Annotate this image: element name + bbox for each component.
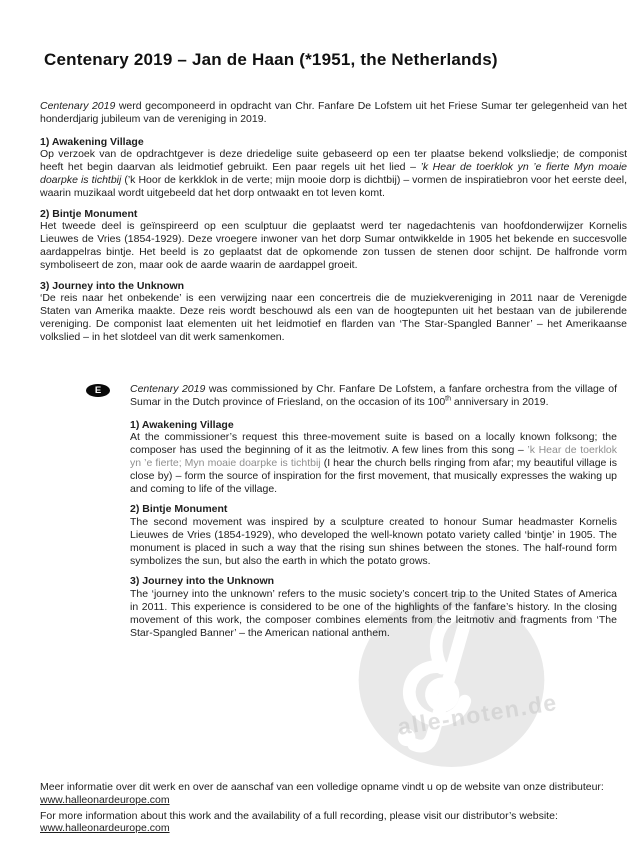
english-intro-text-after: anniversary in 2019. (451, 395, 549, 408)
english-movement-1-text-after: (I hear the church bells ringing from afar; my beautiful village is close by) – form the source of inspiration for the first movement, that musically expresses the waking up and coming to life of the village. (130, 456, 618, 495)
footer-dutch-info: Meer informatie over dit werk en over de aanschaf van een volledige opname vindt u op de website van onze distributeur: (40, 781, 604, 793)
ordinal-superscript: th (445, 395, 452, 403)
english-intro-text-before: was commissioned by Chr. Fanfare De Lofstem, a fanfare orchestra from the village of Sumar in the Dutch province of Friesland, on the occasion of its 100 (130, 383, 617, 408)
page-title: Centenary 2019 – Jan de Haan (*1951, the Netherlands) (44, 50, 498, 69)
work-title-text: Centenary 2019 (40, 100, 116, 112)
dutch-movement-1-text-before: Op verzoek van de opdrachtgever is deze driedelige suite gebaseerd op een ter plaatse bekend volksliedje; de componist heeft het begin daarvan als leidmotief gebruikt. Een paar regels uit het lied – (40, 148, 627, 174)
dutch-movement-1-text-after: (’k Hoor de kerkklok in de verte; mijn mooie dorp is dichtbij) – vormen de inspiratiebron voor het eerste deel, waarin muzikaal wordt uitgebeeld dat het dorp ontwaakt en tot leven komt. (40, 173, 627, 199)
english-movement-3-heading: 3) Journey into the Unknown (130, 575, 275, 588)
footer (40, 781, 627, 835)
english-movement-1-paragraph (130, 431, 617, 495)
dutch-movement-1-paragraph (40, 148, 627, 199)
distributor-link-dutch[interactable]: www.halleonardeurope.com (40, 793, 170, 806)
distributor-link-english[interactable]: www.halleonardeurope.com (40, 822, 170, 835)
english-movement-2-paragraph: The second movement was inspired by a sculpture created to honour Sumar headmaster Kornelis Lieuwes de Vries (1854-1929), who developed the well-known potato variety called ‘bintje’ in 1905. The monument is placed in such a way that the rising sun shines between the stones. The half-round form symbolizes the sun, but also the earth in which the potato grows. (130, 516, 617, 567)
frisian-song-quote-english: ’k Hear de toerklok yn ’e fierte; Myn moaie doarpke is tichtbij (130, 444, 617, 469)
dutch-movement-3-heading: 3) Journey into the Unknown (40, 279, 185, 292)
dutch-intro-text: werd gecomponeerd in opdracht van Chr. Fanfare De Lofstem uit het Friese Sumar ter gelegenheid van het honderdjarig jubileum van de vereniging in 2019. (40, 100, 627, 125)
dutch-intro-paragraph (40, 100, 627, 126)
english-notes-section (86, 383, 617, 647)
frisian-song-quote-dutch: ’k Hear de toerklok yn ’e fierte Myn moaie doarpke is tichtbij (40, 161, 627, 186)
footer-english-info-line (40, 810, 627, 836)
dutch-movement-3-paragraph: ‘De reis naar het onbekende’ is een verwijzing naar een concertreis die de muziekvereniging in 2011 naar de Verenigde Staten van Amerika maakte. Deze reis wordt beschouwd als een van de hoogtepunten uit het bestaan van de jubilerende vereniging. De componist laat elementen uit het leidmotief en flarden van ‘The Star-Spangled Banner’ – het Amerikaanse volkslied – in het slotdeel van dit werk samenkomen. (40, 292, 627, 343)
dutch-movement-2-heading: 2) Bintje Monument (40, 207, 138, 220)
english-movement-3-paragraph: The ‘journey into the unknown’ refers to the music society’s concert trip to the United States of America in 2011. This experience is considered to be one of the highlights of the fanfare’s history. In the closing movement of this work, the composer combines elements from the leitmotiv and fragments from ‘The Star-Spangled Banner’ – the American national anthem. (130, 588, 617, 639)
english-movement-1-text-before: At the commissioner’s request this three-movement suite is based on a locally known folksong; the composer has used the beginning of it as the leitmotiv. A few lines from this song – (130, 431, 617, 457)
dutch-movement-2-paragraph: Het tweede deel is geïnspireerd op een sculptuur die geplaatst werd ter nagedachtenis van hoofdonderwijzer Kornelis Lieuwes de Vries (1854-1929). Deze vroegere inwoner van het dorp Sumar ontwikkelde in 1905 het bekende en succesvolle aardappelras bintje. Het beeld is zo geplaatst dat de opkomende zon tussen de stenen door schijnt. De halfronde vorm symboliseert de zon, maar ook de aarde waarin de aardappel groeit. (40, 220, 627, 271)
dutch-notes-section (40, 100, 627, 352)
english-language-badge: E (86, 384, 110, 397)
footer-english-info: For more information about this work and the availability of a full recording, please visit our distributor’s website: (40, 809, 558, 822)
dutch-movement-1-heading: 1) Awakening Village (40, 135, 144, 148)
watermark-brand-text: alle-noten.de (395, 688, 560, 740)
work-title-text-english: Centenary 2019 (130, 383, 206, 395)
english-notes-text (130, 383, 617, 647)
english-movement-2-heading: 2) Bintje Monument (130, 503, 228, 516)
english-movement-1-heading: 1) Awakening Village (130, 418, 234, 431)
english-intro-paragraph (130, 383, 617, 409)
